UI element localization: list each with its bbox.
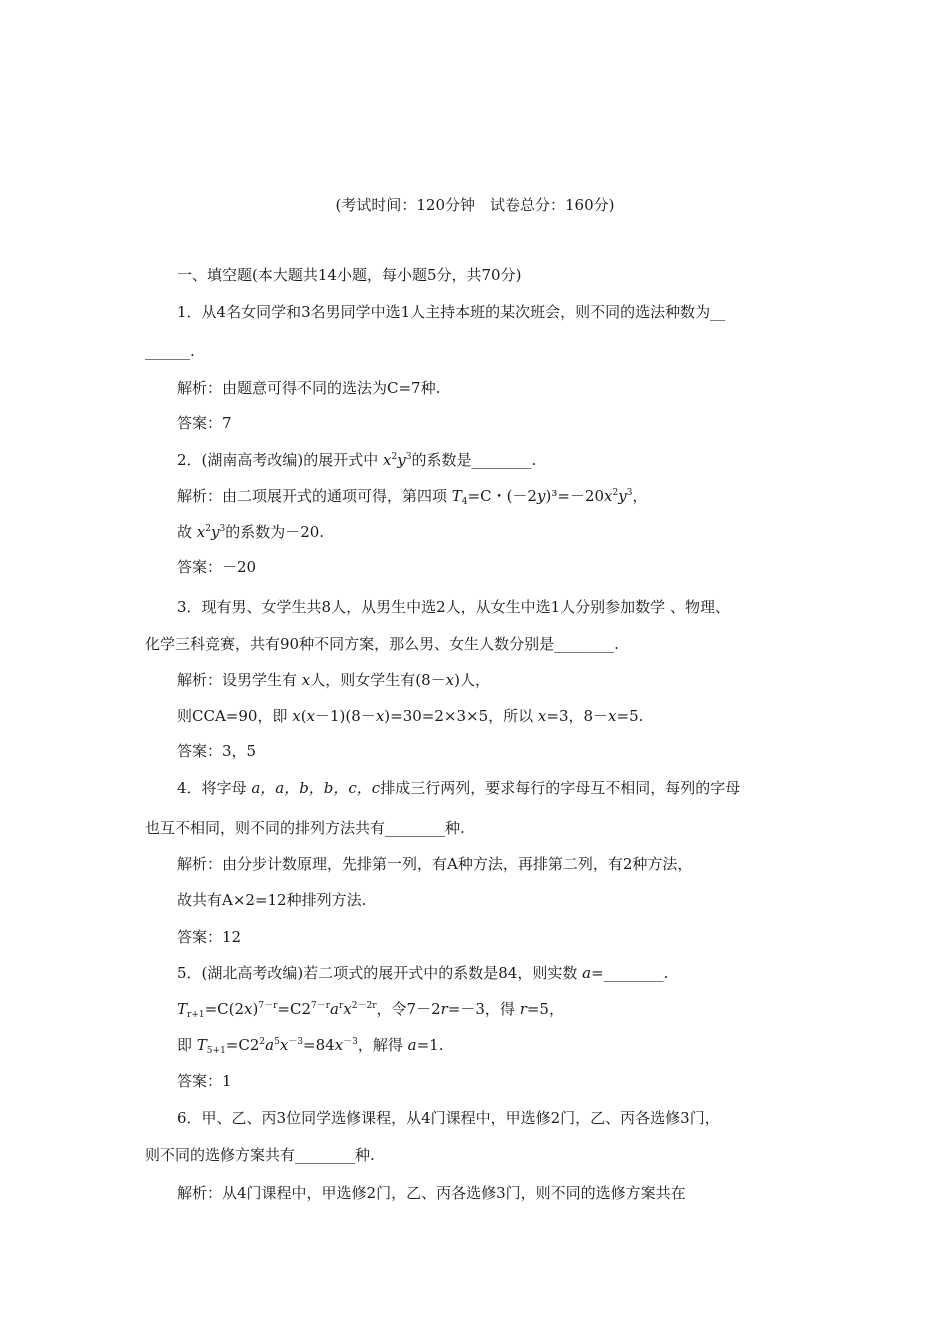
- analysis-6: 解析：从4门课程中，甲选修2门，乙、丙各选修3门，则不同的选修方案共在: [177, 1184, 686, 1202]
- analysis-5: $T_{r+1}=C(2x)^{7-r}=C2^{7-r}a^rx^{2-2r}$，令7－2r=－3，得 r=5，: [177, 1000, 564, 1020]
- question-2: 2．(湖南高考改编)的展开式中 $x^2y^3$的系数是________.: [177, 451, 537, 469]
- answer-1: 答案：7: [177, 414, 232, 432]
- question-1-cont: ______.: [145, 342, 195, 360]
- question-6: 6．甲、乙、丙3位同学选修课程，从4门课程中，甲选修2门，乙、丙各选修3门，: [177, 1109, 720, 1127]
- question-3: 3．现有男、女学生共8人，从男生中选2人，从女生中选1人分别参加数学 、物理、: [177, 598, 730, 616]
- exam-header: (考试时间：120分钟 试卷总分：160分): [335, 196, 615, 214]
- analysis-2-cont: 故 $x^2y^3$的系数为－20.: [177, 523, 325, 541]
- section-title: 一、填空题(本大题共14小题，每小题5分，共70分): [177, 266, 522, 284]
- answer-5: 答案：1: [177, 1072, 232, 1090]
- question-3-cont: 化学三科竞赛，共有90种不同方案，那么男、女生人数分别是________.: [145, 635, 619, 653]
- analysis-5-cont: 即 $T_{5+1}=C2^2a^5x^{-3}=84x^{-3}$，解得 a=1.: [177, 1036, 444, 1056]
- analysis-3-cont: 则CCA=90，即 x(x－1)(8－x)=30=2×3×5，所以 x=3，8－x=5.: [177, 707, 644, 725]
- question-4: 4．将字母 a，a，b，b，c，c排成三行两列，要求每行的字母互不相同，每列的字母: [177, 779, 741, 797]
- analysis-2: 解析：由二项展开式的通项可得，第四项 $T_4=C$・$(-2y)^3=-20x^2y^3$，: [177, 487, 648, 507]
- analysis-1: 解析：由题意可得不同的选法为C=7种.: [177, 379, 441, 397]
- analysis-4-cont: 故共有A×2=12种排列方法.: [177, 891, 367, 909]
- question-5: 5．(湖北高考改编)若二项式的展开式中的系数是84，则实数 a=________.: [177, 964, 669, 982]
- question-4-cont: 也互不相同，则不同的排列方法共有________种.: [145, 819, 465, 837]
- question-1: 1．从4名女同学和3名男同学中选1人主持本班的某次班会，则不同的选法种数为__: [177, 303, 726, 321]
- analysis-4: 解析：由分步计数原理，先排第一列，有A种方法，再排第二列，有2种方法，: [177, 855, 693, 873]
- analysis-3: 解析：设男学生有 x人，则女学生有(8－x)人，: [177, 671, 490, 689]
- answer-3: 答案：3，5: [177, 742, 257, 760]
- answer-4: 答案：12: [177, 928, 242, 946]
- answer-2: 答案：－20: [177, 558, 257, 576]
- question-6-cont: 则不同的选修方案共有________种.: [145, 1146, 375, 1164]
